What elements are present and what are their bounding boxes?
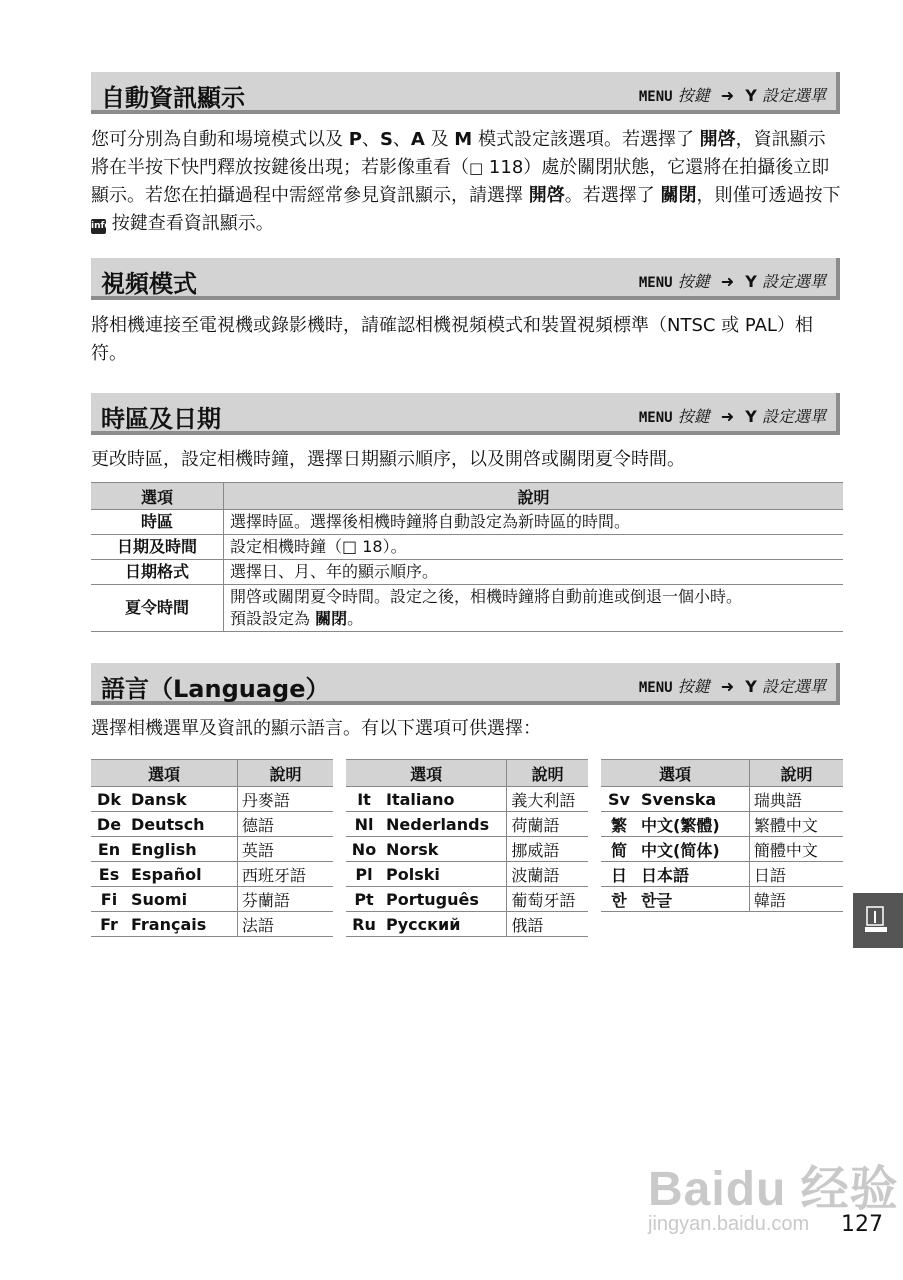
table-row: 日期格式 選擇日、月、年的顯示順序。 <box>91 560 843 585</box>
menu-path: MENU 按鍵 ➜ Y 設定選單 <box>638 86 826 105</box>
table-row <box>601 837 843 862</box>
language-table-2 <box>346 759 588 937</box>
menu-path: MENU 按鍵 ➜ Y 設定選單 <box>638 677 826 696</box>
language-code: De <box>91 812 127 837</box>
language-code: Pt <box>346 887 382 912</box>
language-paragraph: 選擇相機選單及資訊的顯示語言。有以下選項可供選擇： <box>91 718 541 739</box>
time-zone-options-table <box>91 482 843 632</box>
table-row <box>601 812 843 837</box>
table-row <box>346 912 588 937</box>
language-name: 中文(繁體) <box>637 812 749 837</box>
language-name: Dansk <box>127 787 237 812</box>
language-desc: 瑞典語 <box>749 787 843 812</box>
language-code: Es <box>91 862 127 887</box>
table-row <box>346 887 588 912</box>
table-row <box>601 787 843 812</box>
time-zone-paragraph: 更改時區，設定相機時鐘，選擇日期顯示順序，以及開啓或關閉夏令時間。 <box>91 449 685 470</box>
language-code: 繁 <box>601 812 637 837</box>
language-code: Sv <box>601 787 637 812</box>
info-button-icon: info <box>91 219 106 234</box>
wrench-icon: Y <box>745 86 757 105</box>
section-header-auto-info <box>91 72 840 114</box>
table-row <box>91 812 333 837</box>
video-mode-paragraph: 將相機連接至電視機或錄影機時，請確認相機視頻模式和裝置視頻標準（NTSC 或 PAL）相符。 <box>91 315 813 364</box>
language-code: 简 <box>601 837 637 862</box>
wrench-icon: Y <box>745 677 757 696</box>
table-row <box>91 862 333 887</box>
table-row <box>601 862 843 887</box>
language-code: Nl <box>346 812 382 837</box>
language-name: Português <box>382 887 507 912</box>
language-desc: 荷蘭語 <box>507 812 588 837</box>
table-row <box>91 887 333 912</box>
language-name: Deutsch <box>127 812 237 837</box>
language-name: Svenska <box>637 787 749 812</box>
language-name: 日本語 <box>637 862 749 887</box>
language-desc: 簡體中文 <box>749 837 843 862</box>
language-desc: 德語 <box>237 812 333 837</box>
language-name: Русский <box>382 912 507 937</box>
table-row <box>601 887 843 912</box>
table-row <box>346 787 588 812</box>
language-name: Español <box>127 862 237 887</box>
table-header-row: 選項 說明 <box>91 483 843 510</box>
language-code: Dk <box>91 787 127 812</box>
section-title: 語言（Language） <box>101 675 330 703</box>
section-title: 自動資訊顯示 <box>101 84 245 112</box>
language-desc: 繁體中文 <box>749 812 843 837</box>
language-code: En <box>91 837 127 862</box>
language-code: Fr <box>91 912 127 937</box>
table-row: 日期及時間 設定相機時鐘（□ 18）。 <box>91 535 843 560</box>
setup-wrench-icon <box>853 893 903 948</box>
table-header-row: 選項 說明 <box>346 760 588 787</box>
table-row <box>346 812 588 837</box>
page-number: 127 <box>841 1212 883 1237</box>
menu-path: MENU 按鍵 ➜ Y 設定選單 <box>638 272 826 291</box>
wrench-icon: Y <box>745 272 757 291</box>
table-header-row: 選項 說明 <box>91 760 333 787</box>
language-desc: 日語 <box>749 862 843 887</box>
language-code: Pl <box>346 862 382 887</box>
table-row <box>346 837 588 862</box>
language-desc: 丹麥語 <box>237 787 333 812</box>
language-name: Nederlands <box>382 812 507 837</box>
table-row: 夏令時間 開啓或關閉夏令時間。設定之後，相機時鐘將自動前進或倒退一個小時。 預設設定為 關閉。 <box>91 585 843 632</box>
language-desc: 挪威語 <box>507 837 588 862</box>
auto-info-paragraph: 您可分別為自動和場境模式以及 P、S、A 及 M 模式設定該選項。若選擇了 開啓，資訊顯示將在半按下快門釋放按鍵後出現；若影像重看（□ 118）處於關閉狀態，它還將在拍攝後立即顯示。若您在拍攝過程中需經常參見資訊顯示，請選擇 開啓。若選擇了 關閉，則僅可透過按下 info 按鍵查看資訊顯示。 <box>91 129 841 234</box>
language-desc: 韓語 <box>749 887 843 912</box>
language-code: No <box>346 837 382 862</box>
table-row <box>91 787 333 812</box>
menu-path: MENU 按鍵 ➜ Y 設定選單 <box>638 407 826 426</box>
table-row <box>346 862 588 887</box>
language-name: English <box>127 837 237 862</box>
language-name: Suomi <box>127 887 237 912</box>
section-header-time-zone <box>91 393 840 435</box>
table-row: 時區 選擇時區。選擇後相機時鐘將自動設定為新時區的時間。 <box>91 510 843 535</box>
section-title: 視頻模式 <box>101 270 197 298</box>
language-table-1 <box>91 759 333 937</box>
language-desc: 波蘭語 <box>507 862 588 887</box>
language-name: Français <box>127 912 237 937</box>
section-header-video-mode <box>91 258 840 300</box>
table-row <box>91 912 333 937</box>
language-table-3 <box>601 759 843 912</box>
setup-menu-side-tab <box>853 893 903 948</box>
language-name: Polski <box>382 862 507 887</box>
baidu-watermark: Baidu 经验 jingyan.baidu.com <box>648 1163 899 1235</box>
language-desc: 葡萄牙語 <box>507 887 588 912</box>
language-name: Norsk <box>382 837 507 862</box>
language-code: 日 <box>601 862 637 887</box>
language-desc: 法語 <box>237 912 333 937</box>
table-row <box>91 837 333 862</box>
book-ref-icon: □ <box>469 159 484 177</box>
language-desc: 西班牙語 <box>237 862 333 887</box>
language-code: Ru <box>346 912 382 937</box>
language-code: It <box>346 787 382 812</box>
wrench-icon: Y <box>745 407 757 426</box>
language-code: 한 <box>601 887 637 912</box>
language-name: Italiano <box>382 787 507 812</box>
language-desc: 芬蘭語 <box>237 887 333 912</box>
language-desc: 英語 <box>237 837 333 862</box>
language-name: 한글 <box>637 887 749 912</box>
language-name: 中文(简体) <box>637 837 749 862</box>
section-header-language <box>91 663 840 705</box>
language-code: Fi <box>91 887 127 912</box>
language-desc: 義大利語 <box>507 787 588 812</box>
section-title: 時區及日期 <box>101 405 221 433</box>
language-desc: 俄語 <box>507 912 588 937</box>
table-header-row: 選項 說明 <box>601 760 843 787</box>
